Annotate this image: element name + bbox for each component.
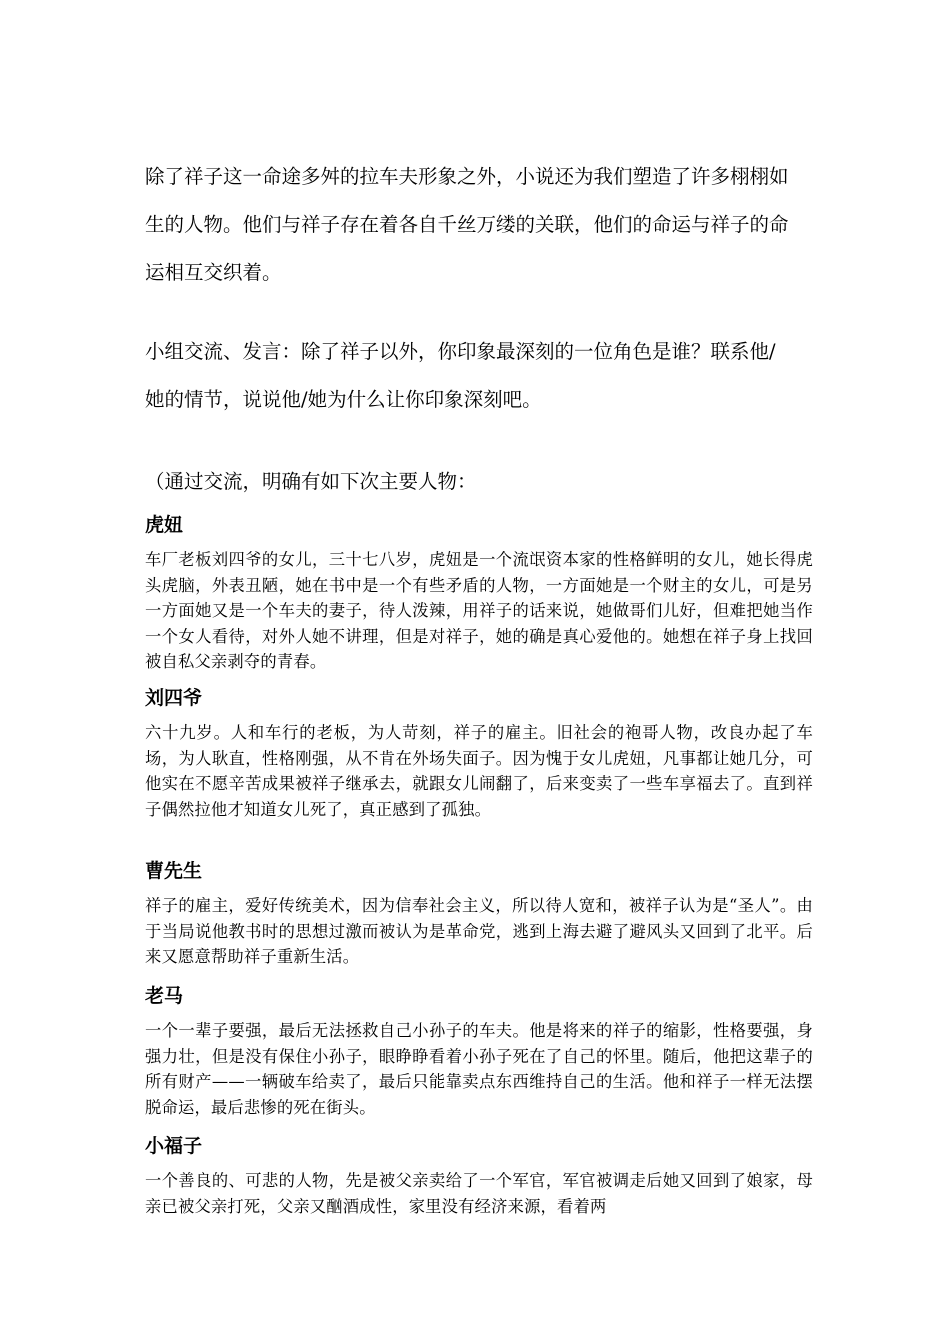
intro-paragraph-3-text: （通过交流，明确有如下次主要人物： [145,470,477,493]
intro-paragraph-3 [145,458,817,506]
character-name-liusiye: 刘四爷 [145,687,203,709]
character-section-laoma [145,983,813,1120]
character-name-huniu: 虎妞 [145,514,184,536]
intro-paragraph-2 [145,328,817,424]
intro-paragraph-1-text: 除了祥子这一命途多舛的拉车夫形象之外，小说还为我们塑造了许多栩栩如生的人物。他们与祥子存在着各自千丝万缕的关联，他们的命运与祥子的命运相互交织着。 [145,165,789,284]
character-section-xiaofuzi [145,1133,813,1219]
character-section-huniu [145,512,813,675]
character-section-liusiye [145,685,813,822]
intro-paragraph-1 [145,153,817,297]
character-description-liusiye: 六十九岁。人和车行的老板，为人苛刻，祥子的雇主。旧社会的袍哥人物，改良办起了车场，为人耿直，性格刚强，从不肯在外场失面子。因为愧于女儿虎妞，凡事都让她几分，可他实在不愿辛苦成果被祥子继承去，就跟女儿闹翻了，后来变卖了一些车享福去了。直到祥子偶然拉他才知道女儿死了，真正感到了孤独。 [145,723,813,819]
character-name-caoxiansheng: 曹先生 [145,860,203,882]
character-description-huniu: 车厂老板刘四爷的女儿，三十七八岁，虎妞是一个流氓资本家的性格鲜明的女儿，她长得虎头虎脑，外表丑陋，她在书中是一个有些矛盾的人物，一方面她是一个财主的女儿，可是另一方面她又是一个车夫的妻子，待人泼辣，用祥子的话来说，她做哥们儿好，但难把她当作一个女人看待，对外人她不讲理，但是对祥子，她的确是真心爱他的。她想在祥子身上找回被自私父亲剥夺的青春。 [145,550,813,671]
character-section-caoxiansheng [145,858,813,970]
character-name-xiaofuzi: 小福子 [145,1135,203,1157]
character-description-xiaofuzi: 一个善良的、可悲的人物，先是被父亲卖给了一个军官，军官被调走后她又回到了娘家，母亲已被父亲打死，父亲又酗酒成性，家里没有经济来源，看着两 [145,1171,813,1216]
character-description-caoxiansheng: 祥子的雇主，爱好传统美术，因为信奉社会主义，所以待人宽和，被祥子认为是“圣人”。由于当局说他教书时的思想过激而被认为是革命党，逃到上海去避了避风头又回到了北平。后来又愿意帮助祥子重新生活。 [145,896,813,966]
character-name-laoma: 老马 [145,985,184,1007]
character-description-laoma: 一个一辈子要强，最后无法拯救自己小孙子的车夫。他是将来的祥子的缩影，性格要强，身强力壮，但是没有保住小孙子，眼睁睁看着小孙子死在了自己的怀里。随后，他把这辈子的所有财产——一辆破车给卖了，最后只能靠卖点东西维持自己的生活。他和祥子一样无法摆脱命运，最后悲惨的死在街头。 [145,1021,813,1117]
intro-paragraph-2-text: 小组交流、发言：除了祥子以外，你印象最深刻的一位角色是谁？联系他/她的情节，说说他/她为什么让你印象深刻吧。 [145,340,776,411]
